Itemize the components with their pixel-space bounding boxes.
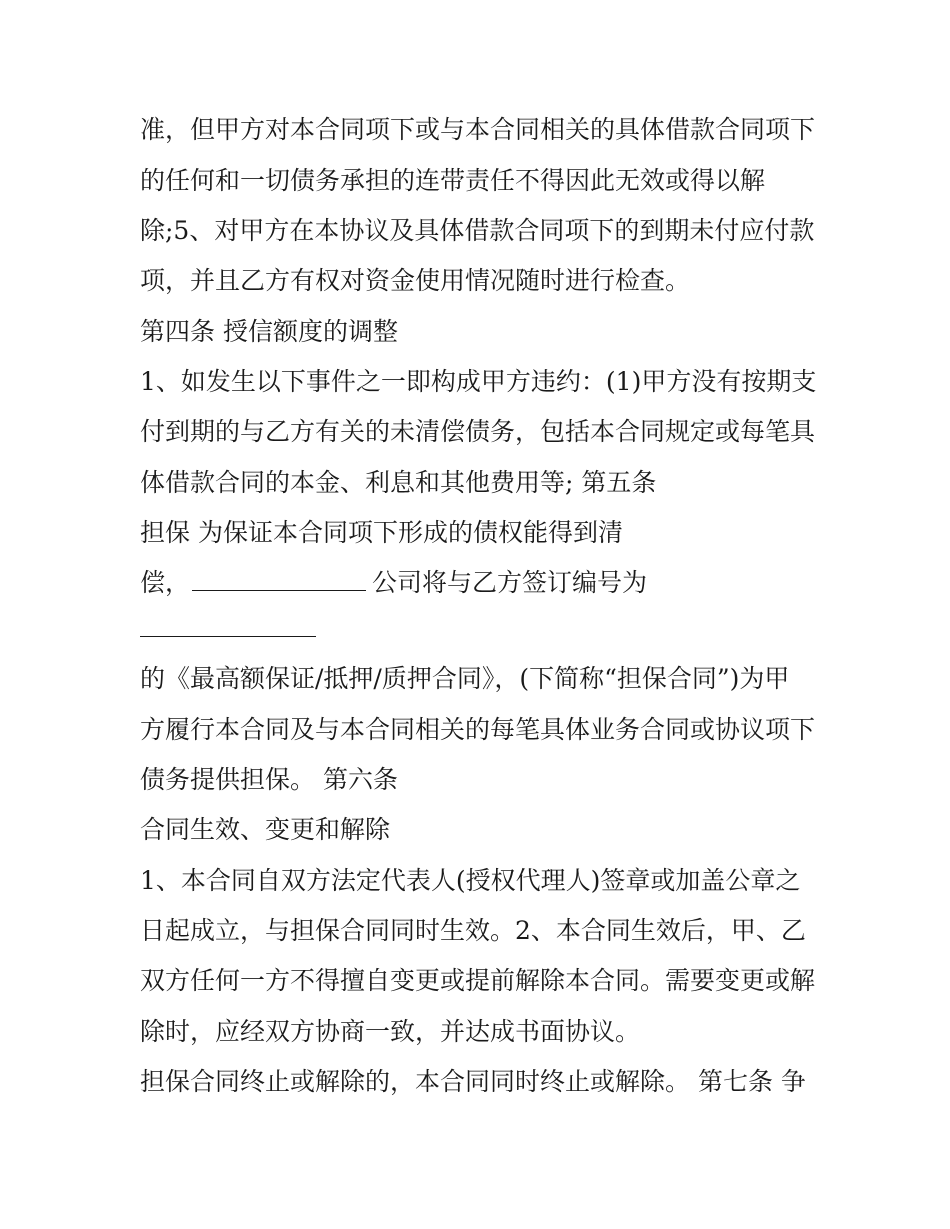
text-line: 准，但甲方对本合同项下或与本合同相关的具体借款合同项下 [140,115,816,144]
text-line: 项，并且乙方有权对资金使用情况随时进行检查。 [140,266,691,295]
text-fragment: 偿， [140,568,191,597]
fill-in-blank [140,614,316,637]
text-line: 的任何和一切债务承担的连带责任不得因此无效或得以解 [140,166,766,195]
text-line: 债务提供担保。 第六条 [140,765,398,794]
text-line: 担保 为保证本合同项下形成的债权能得到清 [140,518,623,547]
text-line: 方履行本合同及与本合同相关的每笔具体业务合同或协议项下 [140,715,816,744]
text-line: 的《最高额保证/抵押/质押合同》，(下简称“担保合同”)为甲 [140,664,790,693]
text-line: 除;5、对甲方在本协议及具体借款合同项下的到期未付应付款 [140,216,815,245]
text-line: 除时，应经双方协商一致，并达成书面协议。 [140,1017,641,1046]
fill-in-blank [192,568,366,591]
article-heading: 第四条 授信额度的调整 [140,317,398,346]
text-line: 1、如发生以下事件之一即构成甲方违约：(1)甲方没有按期支 [140,367,817,396]
text-line-with-blank [140,568,647,598]
text-line: 担保合同终止或解除的，本合同同时终止或解除。 第七条 争 [140,1067,806,1096]
blank-line [140,614,316,644]
text-line: 日起成立，与担保合同同时生效。2、本合同生效后，甲、乙 [140,916,806,945]
text-line: 付到期的与乙方有关的未清偿债务，包括本合同规定或每笔具 [140,417,816,446]
article-heading: 合同生效、变更和解除 [140,815,391,844]
text-line: 1、本合同自双方法定代表人(授权代理人)签章或加盖公章之 [140,866,801,895]
text-line: 体借款合同的本金、利息和其他费用等; 第五条 [140,468,657,497]
text-line: 双方任何一方不得擅自变更或提前解除本合同。需要变更或解 [140,966,816,995]
text-fragment: 公司将与乙方签订编号为 [372,568,648,597]
